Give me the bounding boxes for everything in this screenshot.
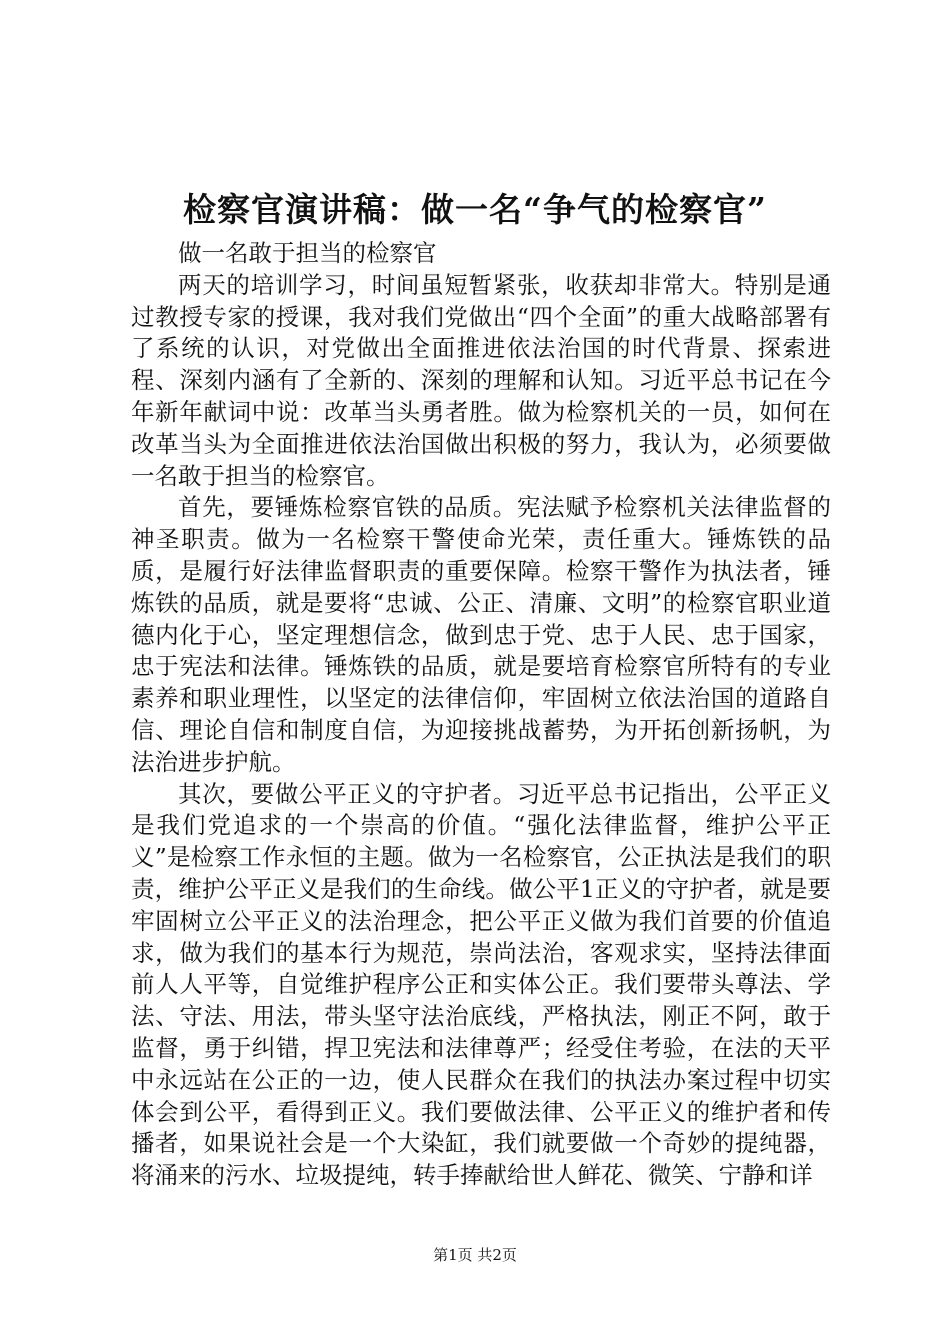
paragraph-second-point: 其次，要做公平正义的守护者。习近平总书记指出，公平正义是我们党追求的一个崇高的价值。“强化法律监督，维护公平正义”是检察工作永恒的主题。做为一名检察官，公正执法是我们的职责，维护公平正义是我们的生命线。做公平1正义的守护者，就是要牢固树立公平正义的法治理念，把公平正义做为我们首要的价值追求，做为我们的基本行为规范，崇尚法治，客观求实，坚持法律面前人人平等，自觉维护程序公正和实体公正。我们要带头尊法、学法、守法、用法，带头坚守法治底线，严格执法，刚正不阿，敢于监督，勇于纠错，捍卫宪法和法律尊严；经受住考验，在法的天平中永远站在公正的一边，使人民群众在我们的执法办案过程中切实体会到公平，看得到正义。我们要做法律、公平正义的维护者和传播者，如果说社会是一个大染缸，我们就要做一个奇妙的提纯器，将涌来的污水、垃圾提纯，转手捧献给世人鲜花、微笑、宁静和详 bbox=[131, 779, 831, 1190]
paragraph-first-point: 首先，要锤炼检察官铁的品质。宪法赋予检察机关法律监督的神圣职责。做为一名检察干警使命光荣，责任重大。锤炼铁的品质，是履行好法律监督职责的重要保障。检察干警作为执法者，锤炼铁的品质，就是要将“忠诚、公正、清廉、文明”的检察官职业道德内化于心，坚定理想信念，做到忠于党、忠于人民、忠于国家，忠于宪法和法律。锤炼铁的品质，就是要培育检察官所特有的专业素养和职业理性，以坚定的法律信仰，牢固树立依法治国的道路自信、理论自信和制度自信，为迎接挑战蓄势，为开拓创新扬帆，为法治进步护航。 bbox=[131, 493, 831, 776]
page-footer: 第1页 共2页 bbox=[433, 1246, 517, 1264]
paragraph-intro: 两天的培训学习，时间虽短暂紧张，收获却非常大。特别是通过教授专家的授课，我对我们党做出“四个全面”的重大战略部署有了系统的认识，对党做出全面推进依法治国的时代背景、探索进程、深刻内涵有了全新的、深刻的理解和认知。习近平总书记在今年新年献词中说：改革当头勇者胜。做为检察机关的一员，如何在改革当头为全面推进依法治国做出积极的努力，我认为，必须要做一名敢于担当的检察官。 bbox=[131, 270, 831, 490]
document-body bbox=[131, 238, 831, 1192]
paragraph-subtitle: 做一名敢于担当的检察官 bbox=[178, 239, 437, 267]
document-title: 检察官演讲稿：做一名“争气的检察官” bbox=[183, 190, 767, 229]
